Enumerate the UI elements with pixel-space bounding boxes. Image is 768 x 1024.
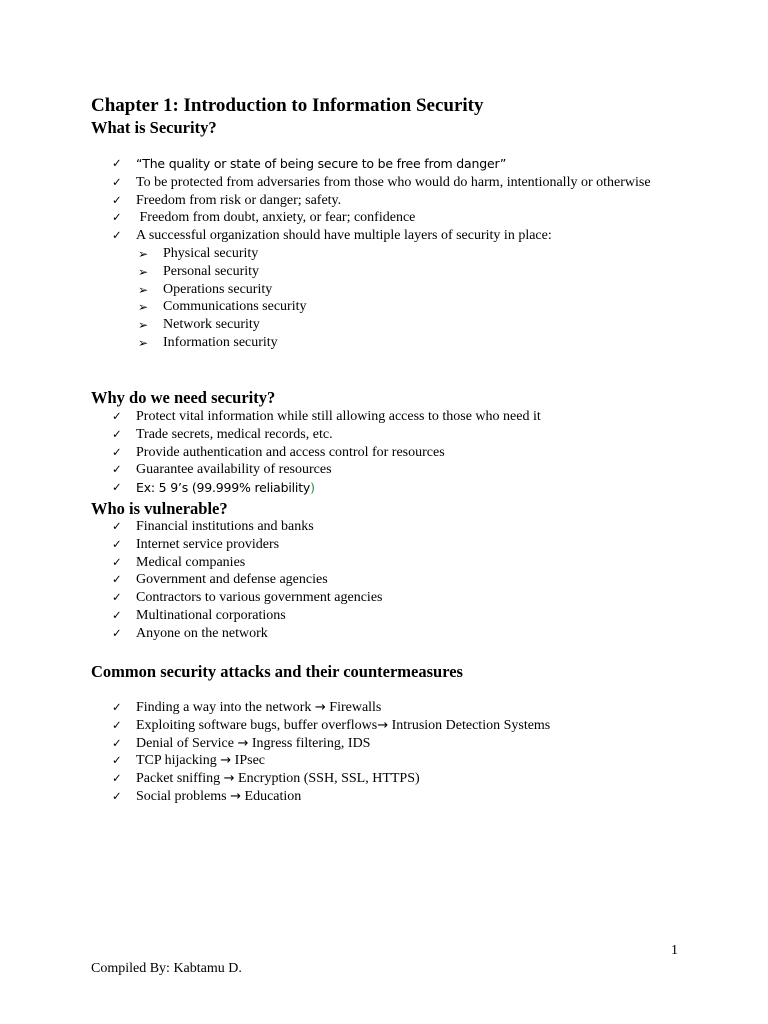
- countermeasure-text: Firewalls: [325, 700, 382, 715]
- right-arrow-icon: →: [223, 771, 235, 787]
- list-item-text: Contractors to various government agencies: [136, 590, 383, 606]
- sub-list-item-text: Communications security: [163, 299, 307, 315]
- list-item-text: Freedom from doubt, anxiety, or fear; confidence: [136, 210, 416, 226]
- checkmark-icon: ✓: [112, 536, 122, 551]
- list-item: [0, 788, 678, 806]
- checkmark-icon: ✓: [112, 753, 122, 768]
- list-item: [0, 717, 678, 735]
- list-item: [0, 518, 678, 536]
- list-item-text: “The quality or state of being secure to be free from danger”: [136, 156, 507, 171]
- sub-list-item-text: Information security: [163, 334, 278, 350]
- list-item-text: Anyone on the network: [136, 625, 268, 641]
- heading-what-is-security: What is Security?: [91, 118, 217, 137]
- arrow-bullet-icon: ➢: [138, 335, 149, 350]
- list-item: [0, 735, 678, 753]
- list-item-text: To be protected from adversaries from those who would do harm, intentionally or otherwise: [136, 174, 651, 190]
- sub-list-item-text: Physical security: [163, 245, 259, 261]
- checkmark-icon: ✓: [112, 210, 122, 225]
- list-item-text: Financial institutions and banks: [136, 519, 314, 534]
- checkmark-icon: ✓: [112, 519, 122, 533]
- list-item: [0, 227, 678, 245]
- what-is-security-list: [0, 155, 678, 352]
- list-item-text: Internet service providers: [136, 536, 280, 552]
- sub-list-item: [0, 316, 678, 334]
- list-item: [0, 426, 678, 444]
- arrow-bullet-icon: ➢: [138, 300, 149, 315]
- checkmark-icon: ✓: [112, 426, 122, 441]
- attack-text: Social problems: [136, 788, 231, 804]
- checkmark-icon: ✓: [112, 444, 122, 459]
- arrow-bullet-icon: ➢: [138, 318, 149, 333]
- sub-list-item-text: Operations security: [163, 281, 273, 297]
- list-item-text: Trade secrets, medical records, etc.: [136, 426, 333, 442]
- list-item-text: Protect vital information while still allowing access to those who need it: [136, 409, 541, 424]
- checkmark-icon: ✓: [112, 717, 122, 732]
- sub-list-item-text: Personal security: [163, 263, 260, 279]
- checkmark-icon: ✓: [112, 572, 122, 587]
- example-text: Ex: 5 9’s (99.999% reliability: [136, 480, 311, 496]
- list-item: [0, 408, 678, 426]
- list-item: [0, 554, 678, 572]
- checkmark-icon: ✓: [112, 228, 122, 243]
- attack-text: Exploiting software bugs, buffer overflows: [136, 717, 378, 733]
- list-item: [0, 479, 678, 498]
- list-item: [0, 607, 678, 625]
- arrow-bullet-icon: ➢: [138, 264, 149, 279]
- right-arrow-icon: →: [220, 753, 232, 769]
- attack-text: Denial of Service: [136, 735, 238, 751]
- countermeasure-text: IPsec: [231, 753, 265, 769]
- attack-text: TCP hijacking: [136, 753, 221, 769]
- list-item: [0, 209, 678, 227]
- list-item: [0, 461, 678, 479]
- checkmark-icon: ✓: [112, 625, 122, 640]
- example-closing-paren: ): [310, 480, 315, 496]
- who-vulnerable-list: [0, 518, 678, 643]
- checkmark-icon: ✓: [112, 771, 122, 786]
- list-item-text: Provide authentication and access control for resources: [136, 444, 445, 460]
- attack-text: Finding a way into the network: [136, 700, 315, 715]
- list-item: [0, 536, 678, 554]
- countermeasure-text: Ingress filtering, IDS: [248, 735, 371, 751]
- sub-list-item: [0, 281, 678, 299]
- list-item: [0, 192, 678, 210]
- right-arrow-icon: →: [314, 700, 326, 715]
- list-item: [0, 699, 678, 717]
- list-item: [0, 752, 678, 770]
- arrow-bullet-icon: ➢: [138, 282, 149, 297]
- sub-list-item: [0, 334, 678, 352]
- sub-list-item: [0, 263, 678, 281]
- attack-text: Packet sniffing: [136, 771, 224, 787]
- list-item: [0, 571, 678, 589]
- countermeasure-text: Education: [241, 788, 302, 804]
- chapter-title: Chapter 1: Introduction to Information Security: [91, 95, 484, 116]
- sub-list-item: [0, 298, 678, 316]
- sub-list-item-text: Network security: [163, 317, 260, 333]
- list-item: [0, 174, 678, 192]
- list-item: [0, 155, 678, 174]
- page-number: 1: [671, 943, 678, 958]
- sub-list-item: [0, 245, 678, 263]
- right-arrow-icon: →: [230, 788, 242, 804]
- checkmark-icon: ✓: [112, 192, 122, 207]
- checkmark-icon: ✓: [112, 174, 122, 189]
- why-need-security-list: [0, 408, 678, 498]
- heading-who-vulnerable: Who is vulnerable?: [91, 499, 228, 518]
- list-item: [0, 589, 678, 607]
- list-item: [0, 444, 678, 462]
- checkmark-icon: ✓: [112, 735, 122, 750]
- list-item-text: Multinational corporations: [136, 607, 286, 623]
- checkmark-icon: ✓: [112, 409, 122, 423]
- right-arrow-icon: →: [377, 717, 389, 733]
- attacks-list: [0, 699, 678, 806]
- checkmark-icon: ✓: [112, 462, 122, 477]
- checkmark-icon: ✓: [112, 480, 122, 495]
- checkmark-icon: ✓: [112, 788, 122, 803]
- heading-why-need-security: Why do we need security?: [91, 388, 276, 407]
- right-arrow-icon: →: [237, 735, 249, 751]
- countermeasure-text: Encryption (SSH, SSL, HTTPS): [234, 771, 420, 787]
- checkmark-icon: ✓: [112, 590, 122, 605]
- list-item-text: A successful organization should have multiple layers of security in place:: [136, 228, 552, 244]
- list-item-text: Medical companies: [136, 554, 246, 570]
- checkmark-icon: ✓: [112, 554, 122, 569]
- arrow-bullet-icon: ➢: [138, 246, 149, 261]
- list-item-text: Government and defense agencies: [136, 572, 328, 588]
- checkmark-icon: ✓: [112, 607, 122, 622]
- checkmark-icon: ✓: [112, 156, 122, 170]
- countermeasure-text: Intrusion Detection Systems: [388, 717, 551, 733]
- list-item: [0, 625, 678, 643]
- checkmark-icon: ✓: [112, 700, 122, 714]
- heading-common-attacks: Common security attacks and their countermeasures: [91, 662, 463, 681]
- list-item: [0, 770, 678, 788]
- list-item-text: Freedom from risk or danger; safety.: [136, 192, 342, 208]
- list-item-text: Guarantee availability of resources: [136, 462, 332, 478]
- footer-compiled-by: Compiled By: Kabtamu D.: [91, 961, 242, 976]
